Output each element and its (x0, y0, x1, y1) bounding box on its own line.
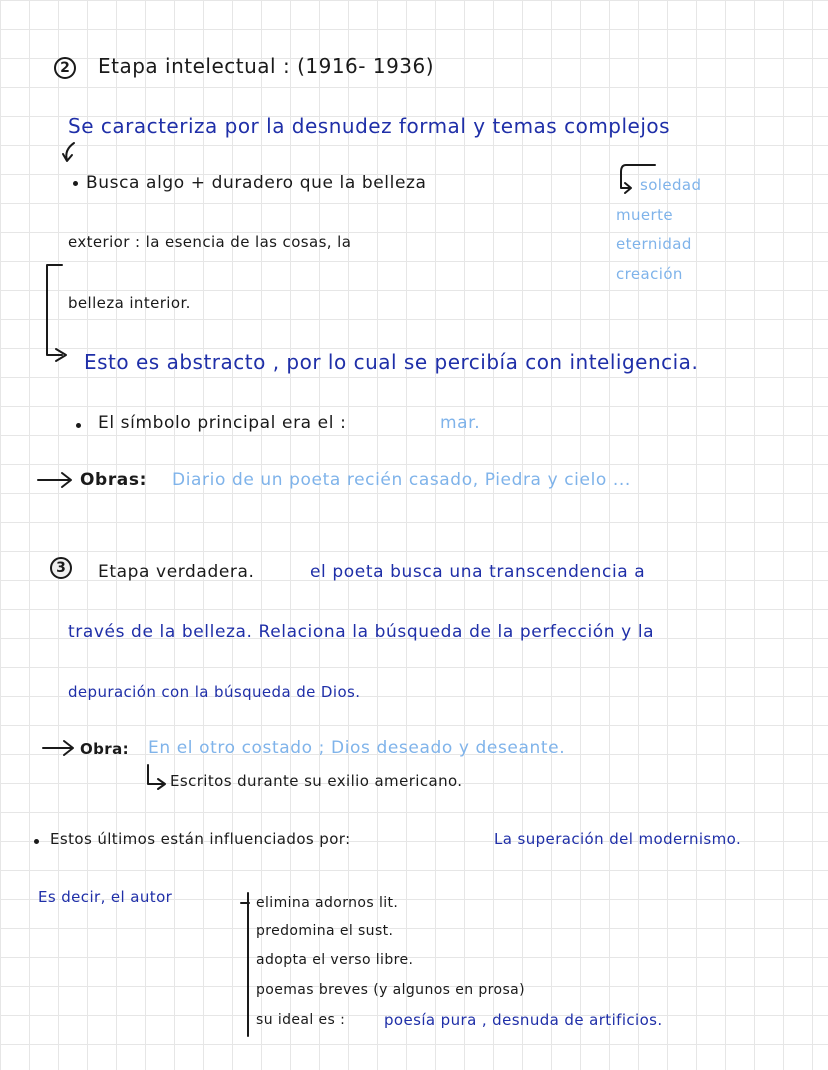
section3-line3: depuración con la búsqueda de Dios. (68, 683, 361, 701)
influence-label: Estos últimos están influenciados por: (50, 830, 351, 848)
section2-intro: Se caracteriza por la desnudez formal y temas complejos (68, 114, 671, 138)
author-label: Es decir, el autor (38, 888, 173, 906)
theme-item: eternidad (616, 235, 692, 253)
works-value: Diario de un poeta recién casado, Piedra y cielo ... (172, 470, 631, 490)
trait-item: elimina adornos lit. (256, 895, 399, 911)
bullet1-line3: belleza interior. (68, 294, 191, 312)
section-number-3: 3 (50, 557, 72, 579)
theme-item: soledad (640, 176, 702, 194)
symbol-value: mar. (440, 413, 481, 433)
trait-item: predomina el sust. (256, 923, 394, 939)
work-note: Escritos durante su exilio americano. (170, 772, 463, 790)
section2-title: Etapa intelectual : (1916- 1936) (98, 54, 435, 78)
symbol-label: El símbolo principal era el : (98, 413, 347, 433)
work-label: Obra: (80, 740, 130, 758)
trait-item: adopta el verso libre. (256, 952, 414, 968)
bullet1-line1: Busca algo + duradero que la belleza (86, 173, 427, 193)
theme-item: creación (616, 265, 683, 283)
bullet-dot (73, 181, 78, 186)
theme-item: muerte (616, 206, 674, 224)
work-value: En el otro costado ; Dios deseado y deseante. (148, 738, 566, 758)
section3-title: Etapa verdadera. (98, 562, 255, 582)
section3-line1: el poeta busca una transcendencia a (310, 562, 646, 582)
bullet1-line2: exterior : la esencia de las cosas, la (68, 233, 352, 251)
abstract-note: Esto es abstracto , por lo cual se percibía con inteligencia. (84, 350, 699, 374)
trait-item: poemas breves (y algunos en prosa) (256, 982, 525, 998)
ideal-label: su ideal es : (256, 1012, 346, 1028)
bullet-dot (76, 423, 81, 428)
influence-value: La superación del modernismo. (494, 830, 742, 848)
bullet-dot (34, 839, 39, 844)
ideal-value: poesía pura , desnuda de artificios. (384, 1011, 663, 1029)
works-label: Obras: (80, 470, 147, 490)
section3-line2: través de la belleza. Relaciona la búsqueda de la perfección y la (68, 622, 655, 642)
section-number-2: 2 (54, 57, 76, 79)
